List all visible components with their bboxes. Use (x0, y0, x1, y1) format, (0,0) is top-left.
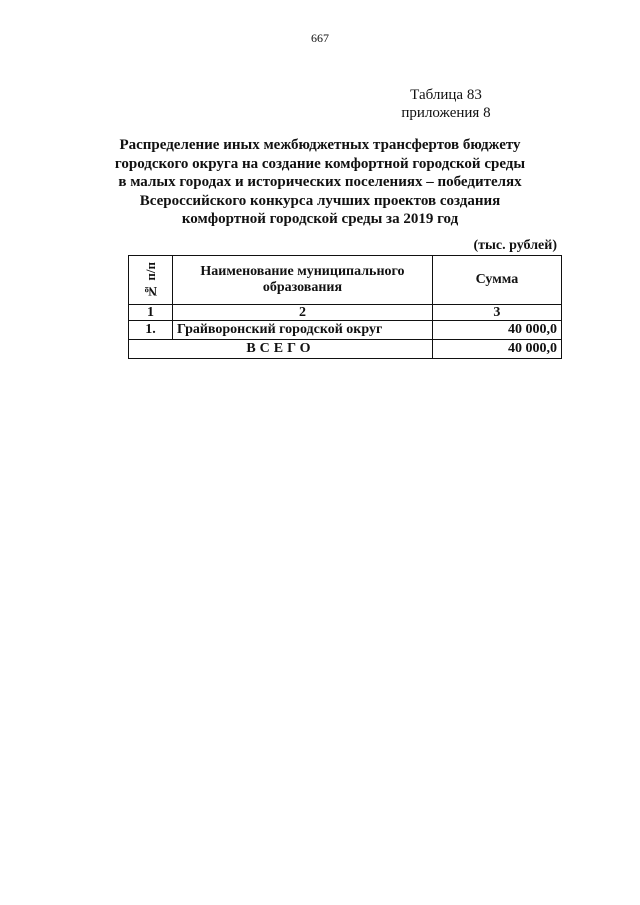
header-num: № п/п (142, 261, 158, 299)
row-sum: 40 000,0 (432, 321, 561, 340)
title-line-4: Всероссийского конкурса лучших проектов создания (139, 192, 501, 209)
title-line-2: городского округа на создание комфортной городской среды (114, 155, 526, 172)
column-index-1: 1 (129, 305, 173, 321)
column-index-2: 2 (173, 305, 433, 321)
table-header-row (129, 256, 562, 305)
column-index-3: 3 (432, 305, 561, 321)
column-index-row (129, 305, 562, 321)
table-ref-line-2: приложения 8 (401, 105, 491, 121)
title-line-5: комфортной городской среды за 2019 год (181, 211, 459, 227)
row-municipality: Грайворонский городской округ (173, 321, 433, 340)
table-ref-line-1: Таблица 83 (410, 87, 482, 103)
header-sum: Сумма (432, 256, 561, 305)
title-line-1: Распределение иных межбюджетных трансфертов бюджету (119, 137, 521, 153)
row-num: 1. (129, 321, 173, 340)
table-row (129, 321, 562, 340)
page-number: 667 (311, 31, 329, 45)
header-cell-num (129, 256, 173, 305)
total-sum: 40 000,0 (432, 340, 561, 359)
title-line-3: в малых городах и исторических поселениях – победителях (118, 174, 522, 190)
header-name: Наименование муниципального образования (173, 256, 433, 305)
total-row (129, 340, 562, 359)
units-label: (тыс. рублей) (473, 238, 557, 253)
transfers-table (128, 255, 562, 359)
document-title (110, 136, 530, 229)
table-reference (386, 86, 506, 122)
total-label: ВСЕГО (129, 340, 433, 359)
